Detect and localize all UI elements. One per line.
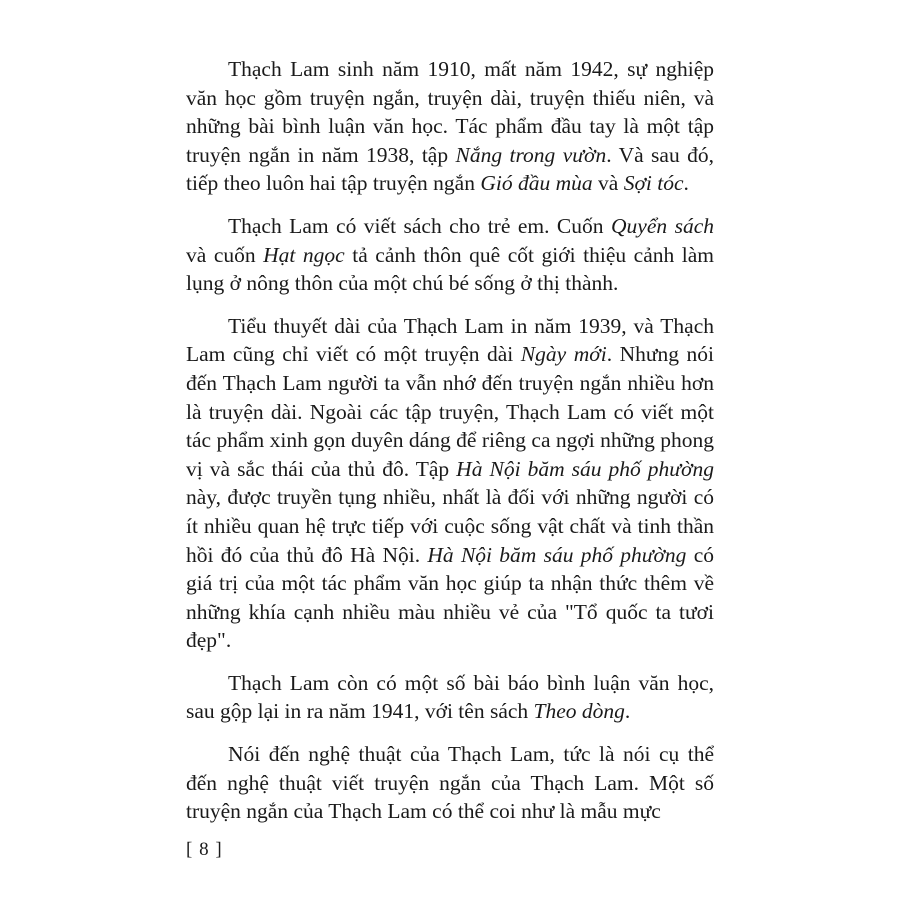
paragraph-3 bbox=[186, 312, 714, 655]
paragraph-3-text: này, được truyền tụng nhiều, nhất là đối với những người có ít nhiều quan hệ trực tiếp với cuộc sống vật chất và tinh thần hồi đó của thủ đô Hà Nội. bbox=[186, 485, 714, 567]
book-title-ha-noi-bam-sau-pho-phuong: Hà Nội băm sáu phố phường bbox=[427, 542, 687, 567]
paragraph-4-text: Thạch Lam còn có một số bài báo bình luận văn học, sau gộp lại in ra năm 1941, với tên sách bbox=[186, 670, 714, 724]
paragraph-3-text: có giá trị của một tác phẩm văn học giúp ta nhận thức thêm về những khía cạnh nhiều màu nhiều vẻ của "Tổ quốc ta tươi đẹp". bbox=[186, 542, 715, 653]
paragraph-2-text: Thạch Lam có viết sách cho trẻ em. Cuốn bbox=[228, 213, 611, 238]
paragraph-3-text: . Nhưng nói đến Thạch Lam người ta vẫn nhớ đến truyện ngắn nhiều hơn là truyện dài. Ngoài các tập truyện, Thạch Lam có viết một tác phẩm xinh gọn duyên dáng để riêng ca ngợi những phong vị và sắc thái của thủ đô. Tập bbox=[186, 342, 715, 481]
paragraph-4-text: . bbox=[624, 699, 631, 724]
paragraph-1 bbox=[186, 55, 714, 198]
book-title-hat-ngoc: Hạt ngọc bbox=[263, 242, 345, 267]
book-title-gio-dau-mua: Gió đầu mùa bbox=[480, 171, 593, 196]
paragraph-2 bbox=[186, 212, 714, 298]
paragraph-5-text: Nói đến nghệ thuật của Thạch Lam, tức là nói cụ thể đến nghệ thuật viết truyện ngắn của Thạch Lam. Một số truyện ngắn của Thạch Lam có thể coi như là mẫu mực bbox=[186, 742, 714, 824]
book-title-ngay-moi: Ngày mới bbox=[520, 342, 607, 367]
paragraph-3-text: Tiểu thuyết dài của Thạch Lam in năm 1939, và Thạch Lam cũng chỉ viết có một truyện dài bbox=[186, 313, 714, 367]
paragraph-1-text: . bbox=[683, 171, 689, 196]
paragraph-2-text: và cuốn bbox=[186, 242, 264, 267]
paragraph-4 bbox=[186, 669, 714, 726]
paragraph-1-text: và bbox=[592, 171, 624, 196]
book-title-ha-noi-bam-sau-pho-phuong: Hà Nội băm sáu phố phường bbox=[456, 456, 715, 481]
book-title-quyen-sach: Quyển sách bbox=[611, 213, 714, 238]
book-title-theo-dong: Theo dòng bbox=[533, 699, 625, 724]
book-title-nang-trong-vuon: Nắng trong vườn bbox=[455, 142, 607, 167]
page-number: [ 8 ] bbox=[186, 839, 223, 860]
book-page-body bbox=[186, 55, 714, 840]
paragraph-5 bbox=[186, 740, 714, 826]
paragraph-1-text: Thạch Lam sinh năm 1910, mất năm 1942, sự nghiệp văn học gồm truyện ngắn, truyện dài, truyện thiếu niên, và những bài bình luận văn học. Tác phẩm đầu tay là một tập truyện ngắn in năm 1938, tập bbox=[186, 57, 714, 167]
paragraph-1-text: . Và sau đó, tiếp theo luôn hai tập truyện ngắn bbox=[186, 142, 714, 196]
paragraph-2-text: tả cảnh thôn quê cốt giới thiệu cảnh làm lụng ở nông thôn của một chú bé sống ở thị thành. bbox=[186, 242, 715, 296]
book-title-soi-toc: Sợi tóc bbox=[623, 171, 684, 196]
